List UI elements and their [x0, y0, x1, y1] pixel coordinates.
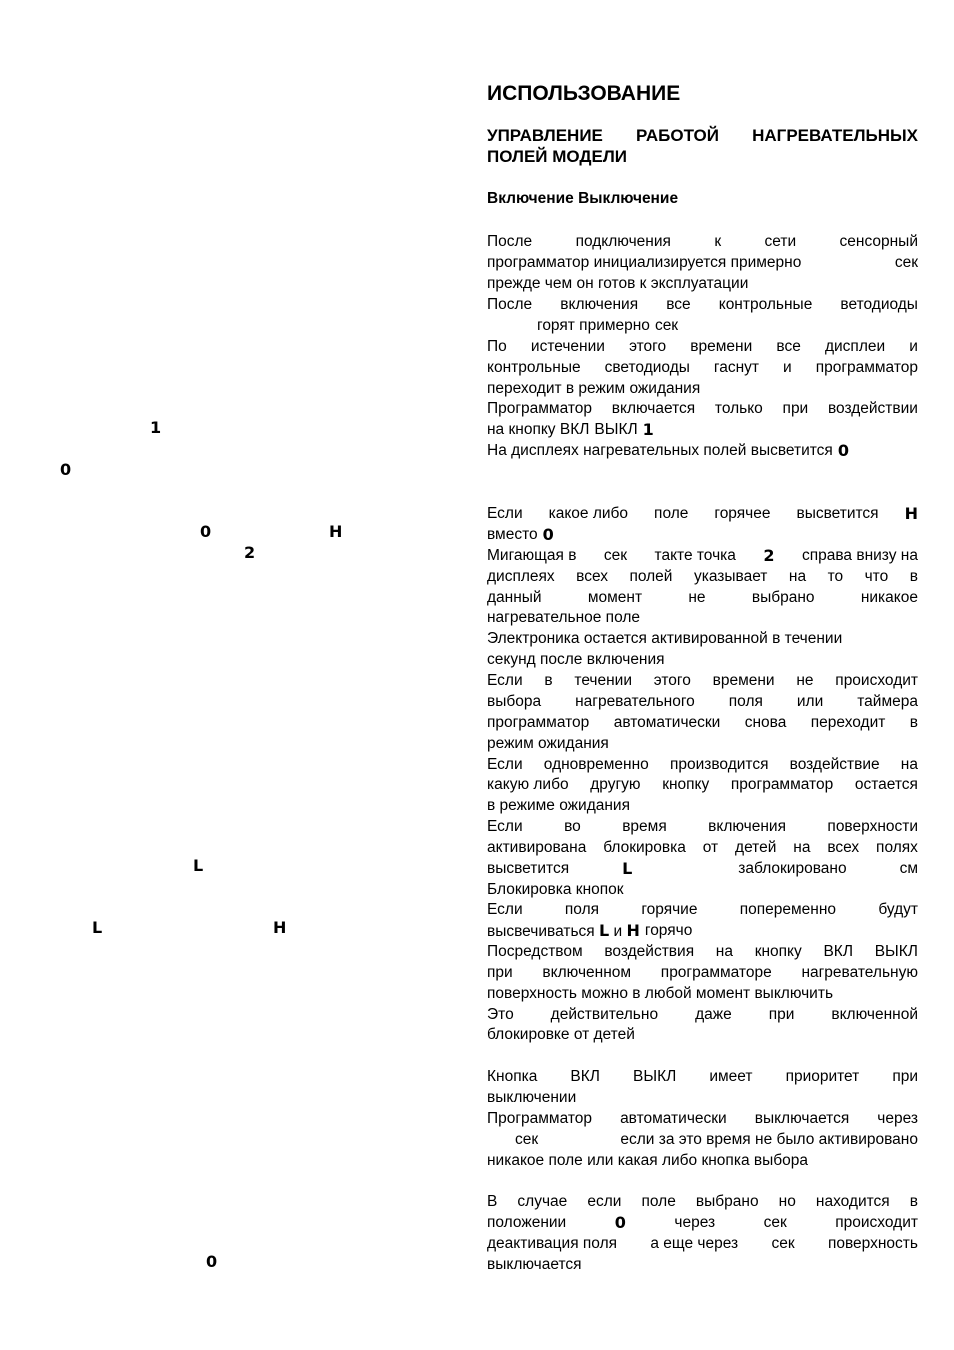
text-line — [487, 1129, 918, 1150]
text-word: сек — [771, 1235, 795, 1252]
text-line — [487, 273, 918, 294]
text-word: выключении — [487, 1089, 577, 1106]
text-word: поле — [654, 505, 689, 522]
text-word: всех — [576, 568, 608, 585]
text-word: нагревательную — [801, 964, 918, 981]
text-line — [487, 1024, 918, 1045]
display-glyph: H — [904, 504, 918, 523]
text-word: Электроника остается активированной в течении — [487, 630, 843, 647]
text-word: нагревательное поле — [487, 609, 641, 626]
text-word: После — [487, 233, 533, 250]
text-word: имеет — [709, 1068, 753, 1085]
text-word: По — [487, 338, 507, 355]
text-line — [487, 691, 918, 712]
text-word: находится — [815, 1193, 890, 1210]
text-word: горячее — [714, 505, 771, 522]
text-word: к — [714, 233, 722, 250]
text-word: через — [674, 1214, 716, 1231]
text-word: в — [544, 672, 553, 689]
text-word: указывает — [693, 568, 768, 585]
text-line — [487, 899, 918, 920]
text-word: воздействие — [789, 756, 880, 773]
text-word: Мигающая в — [487, 547, 577, 564]
text-line — [487, 378, 918, 399]
text-word: остается — [854, 776, 918, 793]
text-word: включения — [560, 296, 639, 313]
text-word: переходит — [810, 714, 886, 731]
text-word: автоматически — [613, 714, 721, 731]
text-word: сети — [764, 233, 797, 250]
text-word: На дисплеях нагревательных полей высветится — [487, 442, 833, 459]
text-word: ВЫКЛ — [633, 1068, 677, 1085]
text-word: горят примерно — [537, 317, 650, 334]
text-line — [487, 628, 918, 649]
text-word: Если — [487, 818, 523, 835]
text-line — [487, 670, 918, 691]
text-word: ВЫКЛ — [874, 943, 918, 960]
text-word: воздействия — [604, 943, 695, 960]
margin-glyph: H — [273, 918, 287, 937]
text-word: подключения — [575, 233, 671, 250]
text-word: включения — [708, 818, 786, 835]
text-line — [487, 524, 918, 545]
text-word: активирована — [487, 839, 587, 856]
text-word: программаторе — [660, 964, 772, 981]
text-line — [487, 733, 918, 754]
text-word: включенном — [542, 964, 632, 981]
text-line — [487, 712, 918, 733]
text-word: времени — [690, 338, 753, 355]
text-word: выбрано — [751, 589, 815, 606]
text-word: снова — [744, 714, 787, 731]
text-word — [838, 440, 849, 461]
text-word: никакое поле или какая либо кнопка выбора — [487, 1152, 808, 1169]
display-glyph: L — [599, 921, 610, 940]
text-word: полей — [629, 568, 673, 585]
text-word: гаснут — [713, 359, 759, 376]
text-word: Если — [487, 672, 523, 689]
text-word: высветится — [487, 860, 570, 877]
text-word: ВКЛ — [570, 1068, 600, 1085]
text-line — [487, 1233, 918, 1254]
text-word: Если — [487, 901, 523, 918]
text-word: при — [768, 1006, 795, 1023]
text-line — [487, 252, 918, 273]
text-word: такте точка — [654, 547, 736, 564]
text-word: поверхность — [827, 1235, 918, 1252]
text-word: поля — [564, 901, 600, 918]
text-word: при — [487, 964, 513, 981]
text-word: момент — [587, 589, 643, 606]
text-word: прежде чем он готов к эксплуатации — [487, 275, 749, 292]
text-word: программатор — [730, 776, 834, 793]
text-word: программатор — [487, 714, 590, 731]
text-word: и — [909, 338, 918, 355]
text-word: производится — [669, 756, 769, 773]
text-word: происходит — [835, 1214, 918, 1231]
text-word: таймера — [857, 693, 918, 710]
section-heading: УПРАВЛЕНИЕ РАБОТОЙ НАГРЕВАТЕЛЬНЫХ ПОЛЕЙ МОДЕЛИ — [487, 126, 918, 166]
text-line — [487, 315, 918, 336]
text-line — [487, 795, 918, 816]
text-word — [905, 503, 918, 524]
text-word: приоритет — [785, 1068, 860, 1085]
text-word: этого — [653, 672, 691, 689]
text-word: сек — [894, 254, 918, 271]
text-word: случае — [517, 1193, 568, 1210]
text-word: а еще через — [650, 1235, 739, 1252]
text-word: одновременно — [543, 756, 649, 773]
text-line — [487, 649, 918, 670]
text-word: или — [796, 693, 824, 710]
text-word: программатор — [815, 359, 918, 376]
text-word: все — [776, 338, 801, 355]
text-word: сенсорный — [839, 233, 918, 250]
text-word: контрольные — [718, 296, 813, 313]
display-glyph: H — [626, 921, 640, 940]
display-glyph: 0 — [542, 525, 554, 544]
text-word: После — [487, 296, 533, 313]
text-word — [763, 545, 774, 566]
text-word: действительно — [550, 1006, 659, 1023]
text-word: происходит — [835, 672, 918, 689]
margin-glyph: 0 — [206, 1252, 218, 1271]
text-word: Блокировка кнопок — [487, 881, 624, 898]
text-word: высветится — [796, 505, 879, 522]
text-word: Кнопка — [487, 1068, 538, 1085]
text-word: не — [796, 672, 814, 689]
text-word: не — [688, 589, 706, 606]
text-word: при — [782, 400, 809, 417]
text-line — [487, 607, 918, 628]
text-word: в — [909, 714, 918, 731]
text-word — [543, 524, 554, 545]
text-word: время — [622, 818, 667, 835]
text-line — [487, 545, 918, 566]
text-word: на — [715, 943, 733, 960]
text-line — [487, 837, 918, 858]
text-word: никакое — [860, 589, 918, 606]
text-word: но — [778, 1193, 796, 1210]
text-word: В — [487, 1193, 498, 1210]
text-word: воздействии — [827, 400, 918, 417]
text-line — [487, 419, 918, 440]
text-line — [487, 858, 918, 879]
text-word: в — [909, 1193, 918, 1210]
text-line — [487, 941, 918, 962]
text-word: поле — [641, 1193, 676, 1210]
text-word: поверхность можно в любой момент выключить — [487, 985, 834, 1002]
text-word: ВКЛ — [823, 943, 853, 960]
text-line — [487, 1191, 918, 1212]
text-word: заблокировано — [738, 860, 847, 877]
text-word: истечении — [530, 338, 605, 355]
text-word: какое либо — [548, 505, 629, 522]
text-word: Если — [487, 756, 523, 773]
margin-glyph: L — [92, 918, 103, 937]
text-word: детей — [735, 839, 777, 856]
margin-glyph: 2 — [244, 543, 256, 562]
text-word: даже — [695, 1006, 732, 1023]
text-word: деактивация поля — [487, 1235, 618, 1252]
text-line — [487, 336, 918, 357]
text-word: на — [900, 756, 918, 773]
text-word: сек — [763, 1214, 787, 1231]
text-line — [487, 754, 918, 775]
text-line — [487, 983, 918, 1004]
text-word: справа внизу на — [801, 547, 918, 564]
text-word: сек — [515, 1131, 539, 1148]
text-word: в режиме ожидания — [487, 797, 630, 814]
display-glyph: L — [622, 859, 633, 878]
text-word: какую либо — [487, 776, 569, 793]
text-word: на кнопку ВКЛ — [487, 421, 590, 438]
text-word: если за это время не было активировано — [620, 1131, 918, 1148]
text-word: Это — [487, 1006, 514, 1023]
text-line — [487, 962, 918, 983]
text-word: горячие — [641, 901, 698, 918]
text-word: этого — [629, 338, 667, 355]
text-word: ВЫКЛ — [594, 421, 638, 438]
text-word: всех — [827, 839, 860, 856]
text-word: поля — [728, 693, 763, 710]
text-word: положении — [487, 1214, 567, 1231]
text-word — [622, 858, 632, 879]
text-line — [487, 587, 918, 608]
text-word: включенной — [831, 1006, 918, 1023]
text-word: выбора — [487, 693, 542, 710]
text-line — [487, 816, 918, 837]
text-word — [643, 419, 654, 440]
text-word: дисплеи — [824, 338, 886, 355]
text-word: блокировка — [603, 839, 686, 856]
text-word: кнопку — [662, 776, 710, 793]
display-glyph: 2 — [763, 546, 775, 565]
text-word: выбрано — [695, 1193, 759, 1210]
text-word: режим ожидания — [487, 735, 609, 752]
text-line — [487, 1212, 918, 1233]
text-word: все — [666, 296, 691, 313]
text-word: сек — [654, 317, 679, 334]
text-line — [487, 440, 918, 461]
text-line — [487, 774, 918, 795]
text-word: в — [909, 568, 918, 585]
text-line — [487, 503, 918, 524]
text-word: горячо — [644, 922, 693, 939]
margin-glyph: 1 — [150, 418, 162, 437]
text-word: если — [587, 1193, 622, 1210]
text-line — [487, 1254, 918, 1275]
text-word: выключается — [754, 1110, 850, 1127]
text-word: программатор инициализируется примерно — [487, 254, 802, 271]
text-word: поверхности — [827, 818, 918, 835]
text-word: во — [564, 818, 581, 835]
display-glyph: 0 — [837, 441, 849, 460]
text-word: на — [793, 839, 811, 856]
text-word: то — [827, 568, 844, 585]
text-word: кнопку — [754, 943, 802, 960]
text-word: вместо — [487, 526, 538, 543]
text-line — [487, 1004, 918, 1025]
text-word: секунд после включения — [487, 651, 665, 668]
margin-glyph: H — [329, 522, 343, 541]
subsection-title: Включение Выключение — [487, 190, 679, 207]
text-word: сек — [603, 547, 628, 564]
text-word: дисплеях — [487, 568, 555, 585]
text-word: другую — [590, 776, 641, 793]
text-line — [487, 566, 918, 587]
text-line — [487, 1108, 918, 1129]
text-word: и — [783, 359, 792, 376]
text-word: от — [702, 839, 719, 856]
text-word: только — [714, 400, 763, 417]
text-word: на — [788, 568, 807, 585]
text-line — [487, 398, 918, 419]
text-word: Программатор — [487, 1110, 593, 1127]
text-word: полях — [876, 839, 918, 856]
text-word: блокировке от детей — [487, 1026, 635, 1043]
text-line — [487, 879, 918, 900]
text-word: Если — [487, 505, 523, 522]
margin-glyph: L — [193, 856, 204, 875]
text-word: высвечиваться L и H — [487, 921, 640, 940]
text-word: данный — [487, 589, 542, 606]
text-word: Посредством — [487, 943, 583, 960]
text-word: контрольные — [487, 359, 581, 376]
text-word: при — [892, 1068, 918, 1085]
text-word — [615, 1212, 626, 1233]
text-word: переходит в режим ожидания — [487, 380, 701, 397]
display-glyph: 1 — [642, 420, 654, 439]
margin-glyph: 0 — [200, 522, 212, 541]
text-line — [487, 231, 918, 252]
text-line — [487, 1150, 918, 1171]
display-glyph: 0 — [614, 1213, 626, 1232]
text-word: будут — [878, 901, 918, 918]
text-word: светодиоды — [604, 359, 690, 376]
text-word: течении — [574, 672, 632, 689]
text-line — [487, 294, 918, 315]
margin-glyph: 0 — [60, 460, 72, 479]
text-word: времени — [712, 672, 775, 689]
text-line — [487, 1066, 918, 1087]
page-heading: ИСПОЛЬЗОВАНИЕ — [487, 82, 681, 105]
text-word: попеременно — [739, 901, 837, 918]
text-word: через — [877, 1110, 918, 1127]
text-line — [487, 920, 918, 941]
text-word: ветодиоды — [840, 296, 918, 313]
text-word: Программатор — [487, 400, 593, 417]
text-line — [487, 357, 918, 378]
text-word: автоматически — [620, 1110, 727, 1127]
text-word: выключается — [487, 1256, 582, 1273]
text-word: что — [864, 568, 889, 585]
text-line — [487, 1087, 918, 1108]
text-word: нагревательного — [575, 693, 695, 710]
text-word: см — [899, 860, 918, 877]
text-word: включается — [611, 400, 696, 417]
